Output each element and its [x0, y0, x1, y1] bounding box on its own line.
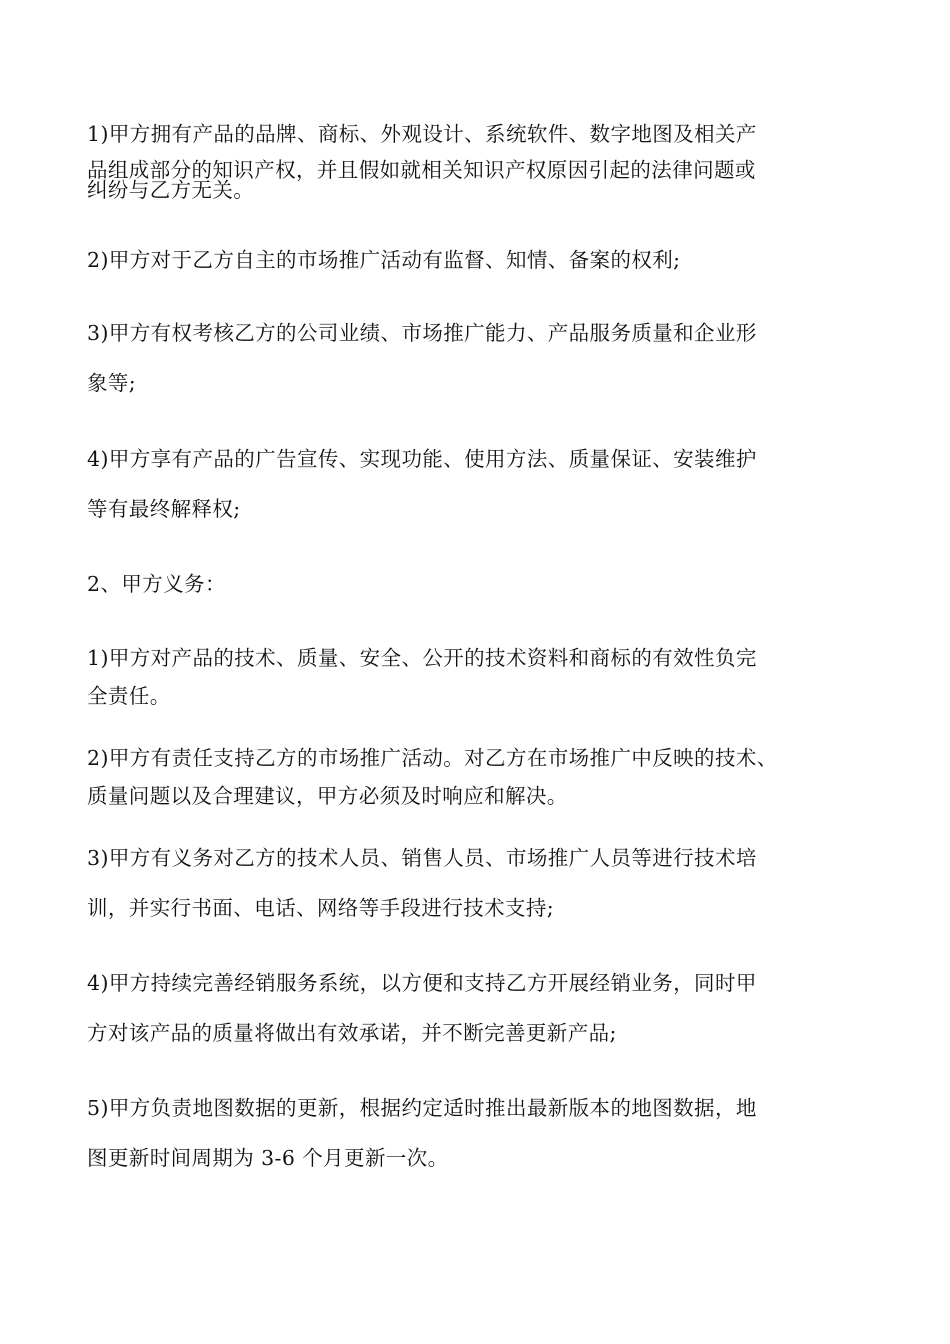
paragraph-line: 图更新时间周期为 3-6 个月更新一次。 — [87, 1146, 449, 1170]
paragraph-line: 3)甲方有权考核乙方的公司业绩、市场推广能力、产品服务质量和企业形 — [87, 321, 757, 345]
paragraph-line: 5)甲方负责地图数据的更新，根据约定适时推出最新版本的地图数据，地 — [87, 1096, 757, 1120]
paragraph-2 — [87, 247, 877, 273]
section-heading — [87, 571, 877, 597]
paragraph-line: 象等; — [87, 371, 137, 395]
paragraph-line: 2)甲方对于乙方自主的市场推广活动有监督、知情、备案的权利; — [87, 248, 681, 272]
paragraph-1 — [87, 121, 877, 202]
paragraph-4 — [87, 446, 877, 521]
paragraph-line: 等有最终解释权; — [87, 497, 241, 521]
paragraph-3 — [87, 320, 877, 395]
paragraph-line: 方对该产品的质量将做出有效承诺，并不断完善更新产品; — [87, 1021, 617, 1045]
paragraph-line: 4)甲方持续完善经销服务系统，以方便和支持乙方开展经销业务，同时甲 — [87, 971, 757, 995]
paragraph-line: 4)甲方享有产品的广告宣传、实现功能、使用方法、质量保证、安装维护 — [87, 447, 757, 471]
paragraph-line: 质量问题以及合理建议，甲方必须及时响应和解决。 — [87, 784, 568, 808]
paragraph-line: 1)甲方拥有产品的品牌、商标、外观设计、系统软件、数字地图及相关产 — [87, 122, 757, 146]
paragraph-line: 2)甲方有责任支持乙方的市场推广活动。对乙方在市场推广中反映的技术、 — [87, 746, 778, 770]
paragraph-line: 纠纷与乙方无关。 — [87, 178, 255, 202]
paragraph-10 — [87, 1095, 877, 1170]
paragraph-line: 2、甲方义务： — [87, 572, 226, 596]
paragraph-line: 品组成部分的知识产权，并且假如就相关知识产权原因引起的法律问题或 — [87, 158, 756, 182]
paragraph-8 — [87, 845, 877, 920]
paragraph-9 — [87, 970, 877, 1045]
paragraph-line: 1)甲方对产品的技术、质量、安全、公开的技术资料和商标的有效性负完 — [87, 646, 757, 670]
paragraph-line: 全责任。 — [87, 684, 171, 708]
paragraph-line: 训，并实行书面、电话、网络等手段进行技术支持; — [87, 896, 555, 920]
paragraph-6 — [87, 645, 877, 708]
paragraph-line: 3)甲方有义务对乙方的技术人员、销售人员、市场推广人员等进行技术培 — [87, 846, 757, 870]
paragraph-7 — [87, 745, 877, 808]
